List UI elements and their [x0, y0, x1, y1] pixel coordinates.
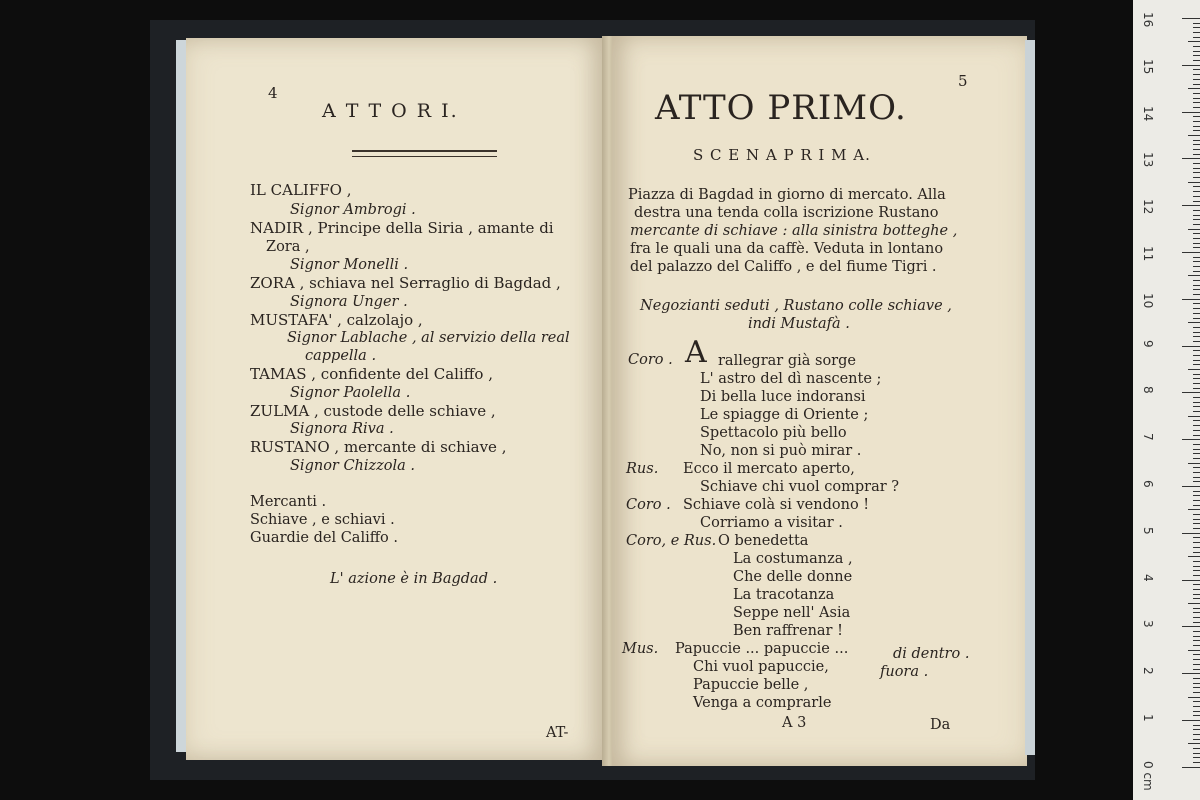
ruler-tick	[1193, 762, 1200, 763]
ruler-label: 10	[1141, 292, 1155, 309]
ruler-tick	[1193, 500, 1200, 501]
ruler-tick	[1193, 692, 1200, 693]
ruler-tick	[1193, 294, 1200, 295]
cast-role-5: TAMAS , confidente del Califfo ,	[250, 365, 493, 383]
ruler-tick	[1193, 678, 1200, 679]
coro3-line-2: La costumanza ,	[733, 551, 853, 567]
act-title: ATTO PRIMO.	[655, 88, 907, 128]
drop-cap: A	[685, 335, 707, 370]
coro2-line-2: Corriamo a visitar .	[700, 515, 843, 531]
ruler-tick	[1193, 523, 1200, 524]
rus-line-1: Ecco il mercato aperto,	[683, 461, 855, 477]
ruler-tick	[1193, 210, 1200, 211]
ruler-tick	[1193, 98, 1200, 99]
ruler-tick	[1193, 140, 1200, 141]
scene-desc-2: destra una tenda colla iscrizione Rustano	[634, 205, 939, 221]
extras-1: Mercanti .	[250, 494, 327, 510]
ruler-tick	[1193, 659, 1200, 660]
right-page-edge	[1025, 40, 1035, 755]
cast-actor-5: Signor Paolella .	[290, 385, 411, 401]
ruler-tick	[1193, 748, 1200, 749]
cast-role-2: NADIR , Principe della Siria , amante di	[250, 219, 554, 237]
ruler-tick	[1193, 261, 1200, 262]
ruler-tick	[1193, 303, 1200, 304]
ruler-tick	[1193, 753, 1200, 754]
scene-desc-4: fra le quali una da caffè. Veduta in lontano	[630, 241, 944, 257]
ruler-tick	[1193, 289, 1200, 290]
ruler-tick	[1188, 509, 1200, 510]
ruler-tick	[1193, 598, 1200, 599]
ruler-tick	[1193, 575, 1200, 576]
ruler-tick	[1193, 355, 1200, 356]
speaker-rus: Rus.	[626, 461, 659, 477]
mus-line-2: Chi vuol papuccie,	[693, 659, 829, 675]
ruler-tick	[1182, 299, 1200, 300]
ruler-tick	[1193, 116, 1200, 117]
ruler-tick	[1193, 121, 1200, 122]
ruler-label: 7	[1141, 433, 1155, 441]
ruler-tick	[1193, 757, 1200, 758]
ruler-tick	[1193, 528, 1200, 529]
ruler-tick	[1193, 701, 1200, 702]
speaker-coro: Coro .	[628, 352, 673, 368]
mus-aside-1: di dentro .	[893, 646, 970, 662]
ruler-tick	[1193, 364, 1200, 365]
ruler-tick	[1193, 168, 1200, 169]
ruler-tick	[1193, 79, 1200, 80]
ruler-tick	[1193, 430, 1200, 431]
cast-role-7: RUSTANO , mercante di schiave ,	[250, 438, 507, 456]
coro-line-5: Spettacolo più bello	[700, 425, 847, 441]
ruler-tick	[1193, 93, 1200, 94]
ruler-tick	[1182, 112, 1200, 113]
ruler-tick	[1182, 673, 1200, 674]
coro2-line-1: Schiave colà si vendono !	[683, 497, 870, 513]
ruler-tick	[1193, 285, 1200, 286]
ruler-tick	[1193, 318, 1200, 319]
ruler-tick	[1182, 439, 1200, 440]
ruler-tick	[1182, 252, 1200, 253]
cast-actor-1: Signor Ambrogi .	[290, 202, 416, 218]
ruler-tick	[1193, 201, 1200, 202]
coro3-line-1: O benedetta	[718, 533, 809, 549]
ruler-tick	[1193, 196, 1200, 197]
ruler-tick	[1188, 88, 1200, 89]
ruler-tick	[1193, 23, 1200, 24]
ruler-tick	[1188, 416, 1200, 417]
cast-heading: A T T O R I.	[322, 100, 459, 122]
ruler-tick	[1193, 219, 1200, 220]
ruler-tick	[1193, 734, 1200, 735]
coro3-line-4: La tracotanza	[733, 587, 835, 603]
ruler-tick	[1193, 130, 1200, 131]
cast-actor-6: Signora Riva .	[290, 421, 394, 437]
ruler-tick	[1193, 584, 1200, 585]
ruler-tick	[1193, 360, 1200, 361]
ruler-tick	[1188, 650, 1200, 651]
ruler-tick	[1188, 463, 1200, 464]
ruler-tick	[1193, 107, 1200, 108]
coro-line-4: Le spiagge di Oriente ;	[700, 407, 869, 423]
speaker-mus: Mus.	[622, 641, 659, 657]
ruler-tick	[1193, 687, 1200, 688]
ruler-tick	[1188, 369, 1200, 370]
ruler-tick	[1193, 191, 1200, 192]
setting-line: L' azione è in Bagdad .	[330, 571, 498, 587]
extras-2: Schiave , e schiavi .	[250, 512, 395, 528]
ruler-tick	[1193, 617, 1200, 618]
ruler-tick	[1193, 622, 1200, 623]
right-page-number: 5	[958, 72, 968, 90]
ruler-label: 1	[1141, 714, 1155, 722]
ruler-tick	[1182, 18, 1200, 19]
ruler-tick	[1188, 603, 1200, 604]
ruler-tick	[1193, 238, 1200, 239]
ruler-tick	[1193, 378, 1200, 379]
ruler-tick	[1188, 556, 1200, 557]
ruler-tick	[1193, 425, 1200, 426]
ruler-tick	[1193, 435, 1200, 436]
ruler-tick	[1193, 640, 1200, 641]
ruler-tick	[1193, 271, 1200, 272]
ruler-tick	[1193, 706, 1200, 707]
ruler-tick	[1193, 645, 1200, 646]
ruler-label: 2	[1141, 667, 1155, 675]
ruler-tick	[1193, 631, 1200, 632]
ruler-label: 0 cm	[1141, 760, 1155, 791]
ruler-tick	[1193, 711, 1200, 712]
cast-role-4: MUSTAFA' , calzolajo ,	[250, 311, 423, 329]
ruler-tick	[1193, 589, 1200, 590]
scene-heading: S C E N A P R I M A.	[693, 146, 871, 164]
coro-line-2: L' astro del dì nascente ;	[700, 371, 882, 387]
ruler-tick	[1193, 406, 1200, 407]
cast-actor-7: Signor Chizzola .	[290, 458, 416, 474]
rus-line-2: Schiave chi vuol comprar ?	[700, 479, 900, 495]
ruler-tick	[1193, 308, 1200, 309]
ruler-tick	[1182, 486, 1200, 487]
ruler-tick	[1193, 542, 1200, 543]
ruler-tick	[1188, 322, 1200, 323]
ruler-tick	[1193, 163, 1200, 164]
ruler-tick	[1193, 608, 1200, 609]
ruler-tick	[1182, 767, 1200, 768]
ruler-label: 12	[1141, 199, 1155, 215]
ruler-tick	[1193, 739, 1200, 740]
ruler-label: 6	[1141, 480, 1155, 488]
ruler-tick	[1193, 505, 1200, 506]
ruler-tick	[1188, 275, 1200, 276]
ruler-tick	[1193, 397, 1200, 398]
extras-3: Guardie del Califfo .	[250, 530, 398, 546]
ruler-tick	[1193, 729, 1200, 730]
ruler-tick	[1193, 444, 1200, 445]
ruler-tick	[1193, 257, 1200, 258]
ruler-tick	[1193, 243, 1200, 244]
ruler-tick	[1193, 102, 1200, 103]
ruler-tick	[1193, 491, 1200, 492]
ruler-tick	[1193, 126, 1200, 127]
ruler-tick	[1193, 51, 1200, 52]
scene-desc-3: mercante di schiave : alla sinistra botteghe ,	[630, 223, 958, 239]
ruler-tick	[1193, 519, 1200, 520]
ruler-tick	[1188, 743, 1200, 744]
ruler-tick	[1193, 547, 1200, 548]
ruler-tick	[1193, 383, 1200, 384]
ruler-tick	[1193, 654, 1200, 655]
ruler-tick	[1193, 280, 1200, 281]
ruler-tick	[1193, 594, 1200, 595]
measurement-ruler	[1133, 0, 1200, 800]
ruler-tick	[1193, 149, 1200, 150]
ruler-tick	[1182, 205, 1200, 206]
ruler-tick	[1193, 341, 1200, 342]
ruler-tick	[1193, 266, 1200, 267]
ruler-tick	[1193, 224, 1200, 225]
cast-role-2-cont: Zora ,	[266, 239, 310, 255]
ruler-tick	[1193, 313, 1200, 314]
ruler-tick	[1182, 158, 1200, 159]
ruler-tick	[1182, 580, 1200, 581]
scene-desc-5: del palazzo del Califfo , e del fiume Tigri .	[630, 259, 937, 275]
ruler-tick	[1193, 725, 1200, 726]
ruler-tick	[1193, 327, 1200, 328]
mus-line-4: Venga a comprarle	[693, 695, 832, 711]
ruler-tick	[1193, 715, 1200, 716]
cast-role-1: IL CALIFFO ,	[250, 181, 352, 199]
ruler-tick	[1193, 561, 1200, 562]
ruler-tick	[1193, 154, 1200, 155]
ruler-tick	[1193, 472, 1200, 473]
cast-actor-4: Signor Lablache , al servizio della real	[287, 330, 570, 346]
left-catchword: AT-	[546, 725, 569, 741]
coro3-line-5: Seppe nell' Asia	[733, 605, 851, 621]
ruler-tick	[1193, 350, 1200, 351]
ruler-tick	[1193, 215, 1200, 216]
ruler-tick	[1193, 55, 1200, 56]
ruler-tick	[1188, 229, 1200, 230]
ruler-label: 8	[1141, 386, 1155, 395]
ruler-tick	[1193, 566, 1200, 567]
ruler-tick	[1193, 32, 1200, 33]
ruler-label: 16	[1141, 12, 1155, 28]
heading-ornament	[352, 150, 497, 157]
ruler-tick	[1193, 27, 1200, 28]
ruler-tick	[1193, 495, 1200, 496]
ruler-label: 9	[1141, 339, 1155, 348]
ruler-tick	[1193, 336, 1200, 337]
coro-line-3: Di bella luce indoransi	[700, 389, 866, 405]
left-page-number: 4	[268, 84, 278, 102]
ruler-tick	[1193, 481, 1200, 482]
ruler-tick	[1193, 514, 1200, 515]
ruler-tick	[1188, 41, 1200, 42]
ruler-tick	[1193, 669, 1200, 670]
ruler-tick	[1188, 182, 1200, 183]
ruler-label: 4	[1141, 573, 1155, 582]
ruler-label: 3	[1141, 620, 1155, 629]
cast-role-3: ZORA , schiava nel Serraglio di Bagdad ,	[250, 274, 561, 292]
ruler-tick	[1193, 332, 1200, 333]
ruler-tick	[1193, 37, 1200, 38]
cast-actor-3: Signora Unger .	[290, 294, 408, 310]
ruler-tick	[1193, 636, 1200, 637]
ruler-tick	[1193, 172, 1200, 173]
ruler-tick	[1193, 374, 1200, 375]
ruler-label: 13	[1141, 152, 1155, 168]
ruler-tick	[1182, 392, 1200, 393]
ruler-tick	[1193, 453, 1200, 454]
coro3-line-6: Ben raffrenar !	[733, 623, 843, 639]
ruler-tick	[1193, 449, 1200, 450]
mus-line-1: Papuccie ... papuccie ...	[675, 641, 849, 657]
cast-actor-4-cont: cappella .	[305, 348, 377, 364]
ruler-tick	[1193, 46, 1200, 47]
ruler-label: 5	[1141, 526, 1155, 535]
ruler-tick	[1193, 570, 1200, 571]
mus-line-3: Papuccie belle ,	[693, 677, 809, 693]
mus-aside-2: fuora .	[880, 664, 929, 680]
coro-line-6: No, non si può mirar .	[700, 443, 862, 459]
ruler-tick	[1193, 420, 1200, 421]
ruler-tick	[1182, 533, 1200, 534]
ruler-tick	[1193, 233, 1200, 234]
scene-desc-1: Piazza di Bagdad in giorno di mercato. Alla	[628, 187, 946, 203]
ruler-tick	[1193, 683, 1200, 684]
ruler-tick	[1193, 477, 1200, 478]
ruler-tick	[1193, 402, 1200, 403]
ruler-tick	[1193, 552, 1200, 553]
speaker-coro-2: Coro .	[626, 497, 671, 513]
ruler-tick	[1182, 720, 1200, 721]
ruler-label: 14	[1141, 105, 1155, 121]
cast-role-6: ZULMA , custode delle schiave ,	[250, 402, 496, 420]
ruler-tick	[1193, 467, 1200, 468]
ruler-label: 11	[1141, 246, 1155, 262]
ruler-tick	[1182, 65, 1200, 66]
stage-direction-1: Negozianti seduti , Rustano colle schiave ,	[640, 298, 952, 314]
ruler-tick	[1193, 84, 1200, 85]
ruler-tick	[1188, 697, 1200, 698]
ruler-tick	[1193, 74, 1200, 75]
ruler-tick	[1188, 135, 1200, 136]
coro3-line-3: Che delle donne	[733, 569, 853, 585]
ruler-tick	[1193, 612, 1200, 613]
ruler-tick	[1193, 247, 1200, 248]
ruler-tick	[1193, 186, 1200, 187]
right-catchword: Da	[930, 717, 951, 733]
stage-direction-2: indi Mustafà .	[748, 316, 850, 332]
ruler-tick	[1193, 537, 1200, 538]
ruler-tick	[1193, 411, 1200, 412]
ruler-tick	[1193, 177, 1200, 178]
cast-actor-2: Signor Monelli .	[290, 257, 409, 273]
ruler-tick	[1193, 144, 1200, 145]
signature-mark: A 3	[782, 715, 807, 731]
ruler-tick	[1193, 69, 1200, 70]
ruler-tick	[1193, 388, 1200, 389]
ruler-tick	[1182, 346, 1200, 347]
ruler-tick	[1193, 664, 1200, 665]
ruler-label: 15	[1141, 58, 1155, 75]
speaker-coro-rus: Coro, e Rus.	[626, 533, 717, 549]
ruler-tick	[1193, 458, 1200, 459]
coro-line-1: rallegrar già sorge	[718, 353, 856, 369]
ruler-tick	[1193, 60, 1200, 61]
ruler-tick	[1182, 626, 1200, 627]
